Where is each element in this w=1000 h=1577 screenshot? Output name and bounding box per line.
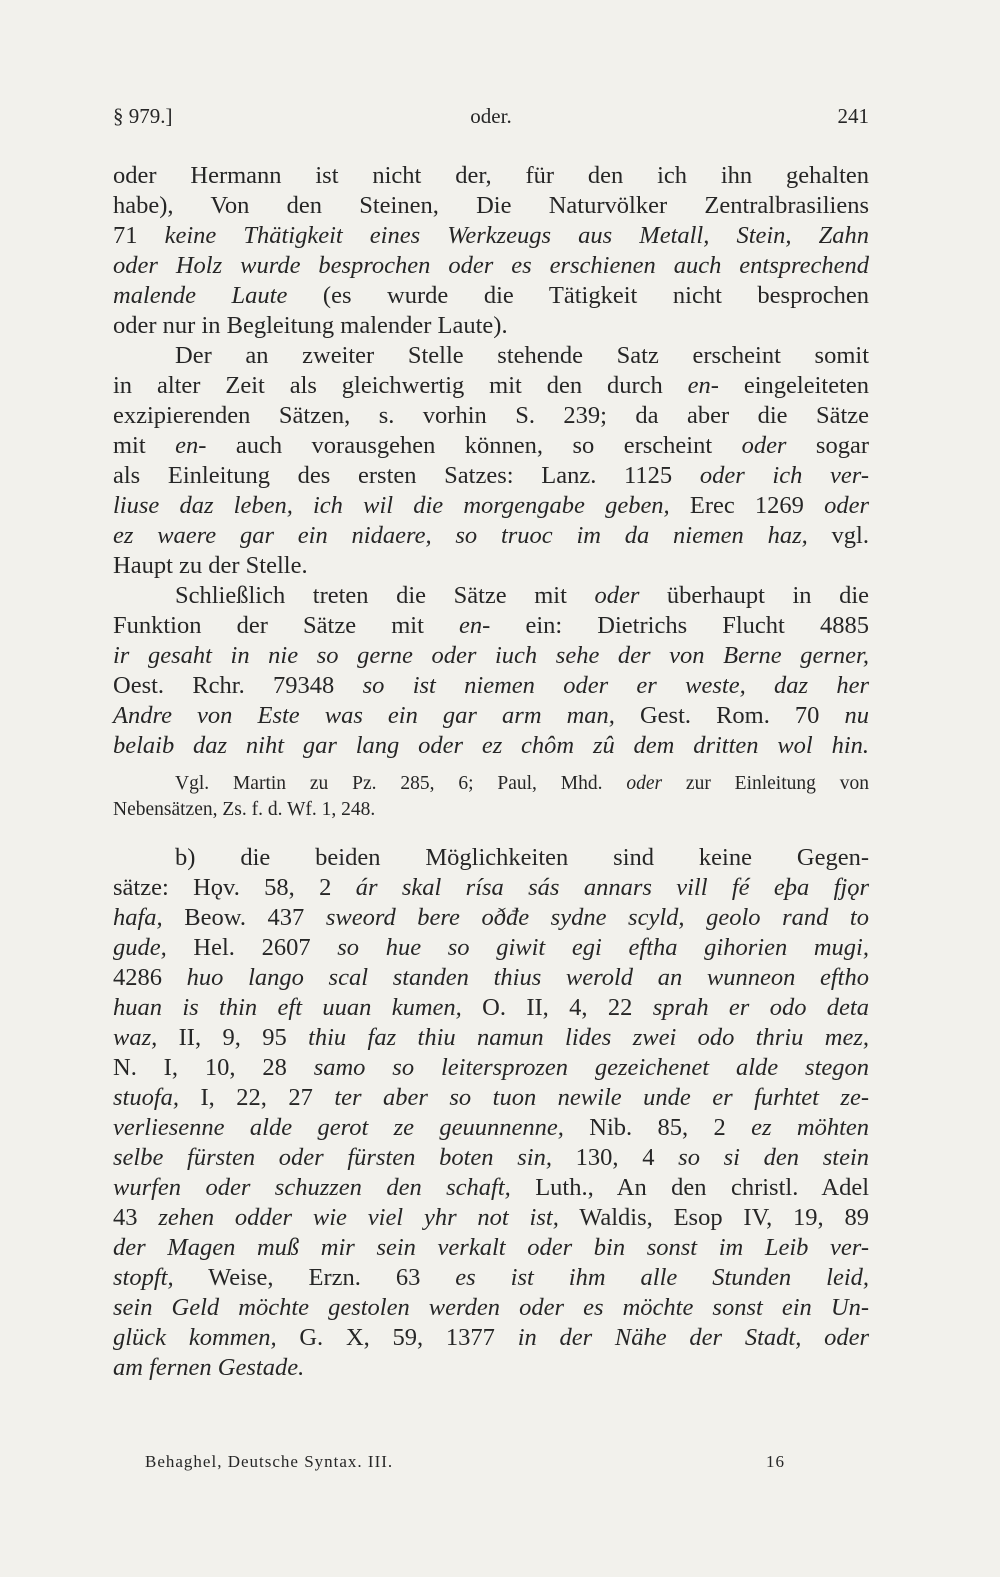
text-line: belaib daz niht gar lang oder ez chôm zû dem dritten wol hin.: [113, 732, 869, 759]
text-line: hafa, Beow. 437 sweord bere oðđe sydne scyld, geolo rand to: [113, 904, 869, 931]
text-line: stopft, Weise, Erzn. 63 es ist ihm alle Stunden leid,: [113, 1264, 869, 1291]
text-line: sätze: Hǫv. 58, 2 ár skal rísa sás annars vill fé eþa fjǫr: [113, 874, 870, 901]
text-line: oder Holz wurde besprochen oder es erschienen auch entsprechend: [113, 252, 869, 279]
text-line: Haupt zu der Stelle.: [113, 552, 308, 579]
page-number: 241: [837, 104, 869, 128]
body-text: [113, 161, 869, 1383]
text-line: in alter Zeit als gleichwertig mit den durch en- eingeleiteten: [113, 372, 869, 399]
text-line: 43 zehen odder wie viel yhr not ist, Waldis, Esop IV, 19, 89: [113, 1204, 869, 1231]
text-line: 4286 huo lango scal standen thius werold an wunneon eftho: [113, 964, 869, 991]
text-line: oder nur in Begleitung malender Laute).: [113, 312, 508, 339]
section-number: § 979.]: [113, 104, 173, 128]
text-line: glück kommen, G. X, 59, 1377 in der Nähe der Stadt, oder: [113, 1324, 869, 1351]
running-header: [113, 104, 869, 136]
page-footer: [145, 1452, 785, 1482]
text-line: wurfen oder schuzzen den schaft, Luth., An den christl. Adel: [113, 1174, 870, 1201]
text-line: b) die beiden Möglichkeiten sind keine Gegen-: [175, 844, 869, 871]
text-line: selbe fürsten oder fürsten boten sin, 130, 4 so si den stein: [113, 1144, 870, 1171]
text-line: ez waere gar ein nidaere, so truoc im da niemen haz, vgl.: [113, 522, 869, 549]
note-line: Vgl. Martin zu Pz. 285, 6; Paul, Mhd. oder zur Einleitung von: [175, 773, 869, 794]
text-line: waz, II, 9, 95 thiu faz thiu namun lides zwei odo thriu mez,: [113, 1024, 869, 1051]
text-line: als Einleitung des ersten Satzes: Lanz. 1125 oder ich ver-: [113, 462, 869, 489]
text-line: 71 keine Thätigkeit eines Werkzeugs aus Metall, Stein, Zahn: [113, 222, 870, 249]
text-line: verliesenne alde gerot ze geuunnenne, Nib. 85, 2 ez möhten: [113, 1114, 870, 1141]
text-line: der Magen muß mir sein verkalt oder bin sonst im Leib ver-: [113, 1234, 869, 1261]
text-line: gude, Hel. 2607 so hue so giwit egi eftha gihorien mugi,: [113, 934, 869, 961]
text-line: habe), Von den Steinen, Die Naturvölker Zentralbrasiliens: [113, 192, 869, 219]
signature-mark: 16: [766, 1452, 785, 1471]
text-line: Schließlich treten die Sätze mit oder überhaupt in die: [175, 582, 870, 609]
text-line: exzipierenden Sätzen, s. vorhin S. 239; da aber die Sätze: [113, 402, 869, 429]
spacer: [113, 761, 869, 771]
text-line: am fernen Gestade.: [113, 1354, 305, 1381]
text-line: N. I, 10, 28 samo so leitersprozen gezeichenet alde stegon: [113, 1054, 869, 1081]
text-line: Funktion der Sätze mit en- ein: Dietrichs Flucht 4885: [113, 612, 869, 639]
text-line: Andre von Este was ein gar arm man, Gest. Rom. 70 nu: [113, 702, 869, 729]
text-line: mit en- auch vorausgehen können, so erscheint oder sogar: [113, 432, 869, 459]
text-line: malende Laute (es wurde die Tätigkeit nicht besprochen: [113, 282, 870, 309]
text-line: huan is thin eft uuan kumen, O. II, 4, 22 sprah er odo deta: [113, 994, 869, 1021]
text-line: liuse daz leben, ich wil die morgengabe geben, Erec 1269 oder: [113, 492, 869, 519]
text-line: ir gesaht in nie so gerne oder iuch sehe der von Berne gerner,: [113, 642, 869, 669]
text-line: stuofa, I, 22, 27 ter aber so tuon newile unde er furhtet ze-: [113, 1084, 869, 1111]
spacer: [113, 823, 869, 843]
text-line: Der an zweiter Stelle stehende Satz erscheint somit: [175, 342, 869, 369]
text-line: sein Geld möchte gestolen werden oder es möchte sonst ein Un-: [113, 1294, 869, 1321]
header-keyword: oder.: [470, 104, 512, 128]
book-title: Behaghel, Deutsche Syntax. III.: [145, 1452, 394, 1471]
text-line: Oest. Rchr. 79348 so ist niemen oder er weste, daz her: [113, 672, 870, 699]
text-line: oder Hermann ist nicht der, für den ich ihn gehalten: [113, 162, 869, 189]
note-line: Nebensätzen, Zs. f. d. Wf. 1, 248.: [113, 799, 376, 820]
